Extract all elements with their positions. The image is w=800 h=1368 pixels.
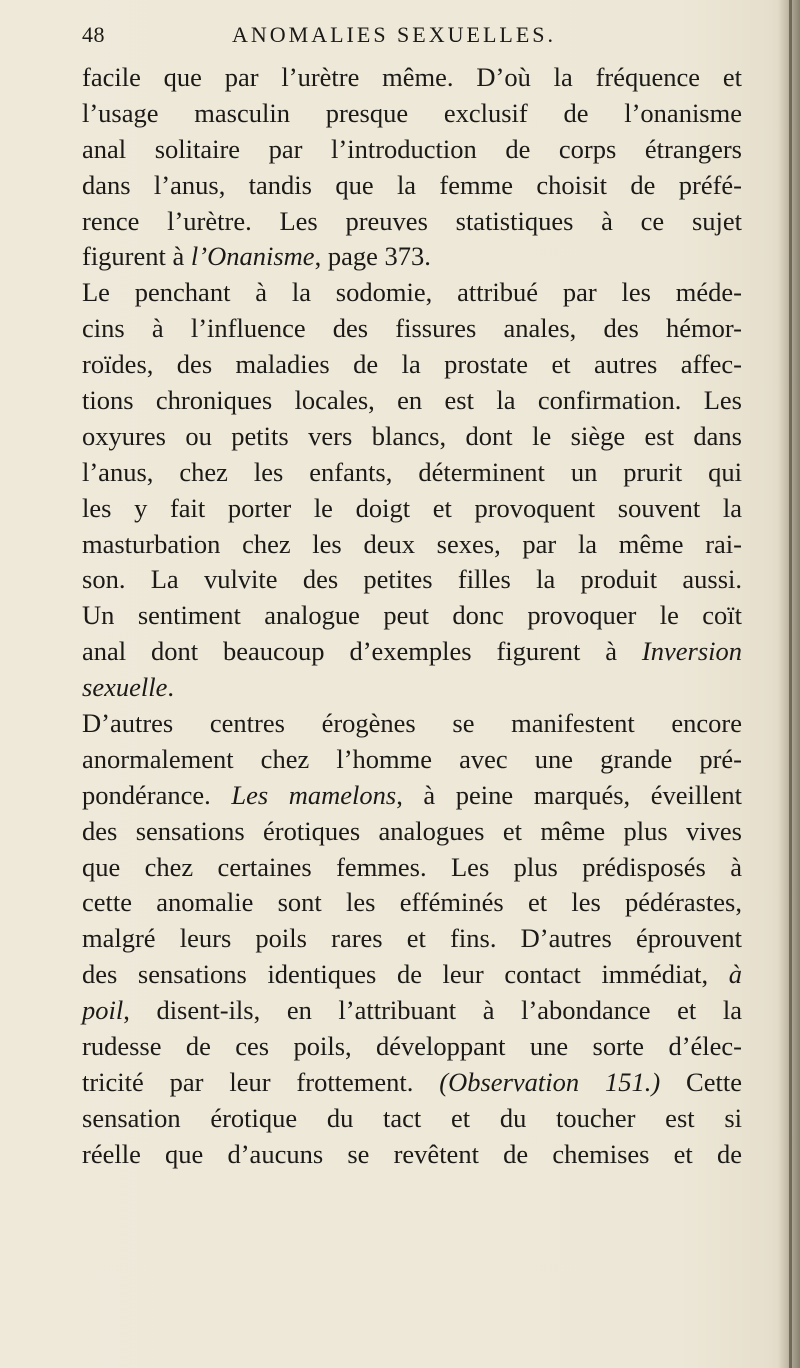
text-line: anal dont beaucoup d’exemples figurent à Inversion [82,636,742,667]
text-line: facile que par l’urètre même. D’où la fréquence et [82,62,742,92]
text-line: anormalement chez l’homme avec une grande pré- [82,743,742,774]
text-line: roïdes, des maladies de la prostate et autres affec- [82,349,742,380]
text-line: figurent à l’Onanisme, page 373. [82,241,431,272]
book-reference: Inversion [641,636,742,667]
emphasis: à [728,959,742,990]
text-line: rudesse de ces poils, développant une sorte d’élec- [82,1031,742,1062]
book-reference: l’Onanisme [190,241,315,272]
text-line: tions chroniques locales, en est la confirmation. Les [82,385,742,416]
observation-reference: (Observation 151.) [439,1066,661,1097]
text-line: cette anomalie sont les efféminés et les pédérastes, [82,887,742,918]
text-line: cins à l’influence des fissures anales, des hémor- [82,313,742,344]
text-line: Le penchant à la sodomie, attribué par les méde- [82,277,742,308]
body-text [82,60,742,1173]
text-line: sexuelle. [82,672,174,703]
text-line: des sensations identiques de leur contact immédiat, à [82,959,742,990]
text-line: malgré leurs poils rares et fins. D’autres éprouvent [82,923,742,954]
text-line: l’anus, chez les enfants, déterminent un prurit qui [82,456,742,487]
text-line: l’usage masculin presque exclusif de l’onanisme [82,97,742,128]
text-line: sensation érotique du tact et du toucher est si [82,1102,742,1133]
text-line: son. La vulvite des petites filles la produit aussi. [82,564,742,595]
running-head: ANOMALIES SEXUELLES. [232,22,556,47]
text-line: les y fait porter le doigt et provoquent souvent la [82,492,742,523]
text-line: oxyures ou petits vers blancs, dont le siège est dans [82,420,742,451]
book-reference: sexuelle [82,672,168,703]
page-number: 48 [82,22,105,47]
text-line: rence l’urètre. Les preuves statistiques à ce sujet [82,205,742,236]
text-line: que chez certaines femmes. Les plus prédisposés à [82,851,742,882]
binding-edge [789,0,792,1368]
text-line: anal solitaire par l’introduction de corps étrangers [82,133,742,164]
text-line: masturbation chez les deux sexes, par la même rai- [82,528,742,559]
emphasis: poil [82,995,124,1026]
page-header [82,22,742,52]
text-line: Un sentiment analogue peut donc provoquer le coït [82,600,742,631]
text-line: dans l’anus, tandis que la femme choisit de préfé- [82,169,742,200]
text-line: des sensations érotiques analogues et même plus vives [82,815,742,846]
text-line: D’autres centres érogènes se manifestent encore [82,708,742,739]
text-line: tricité par leur frottement. (Observation 151.) Cette [82,1066,742,1097]
emphasis: Les mamelons [231,779,397,810]
text-line: réelle que d’aucuns se revêtent de chemises et de [82,1138,742,1169]
text-line: poil, disent-ils, en l’attribuant à l’abondance et la [82,995,742,1026]
text-line: pondérance. Les mamelons, à peine marqués, éveillent [82,779,742,810]
